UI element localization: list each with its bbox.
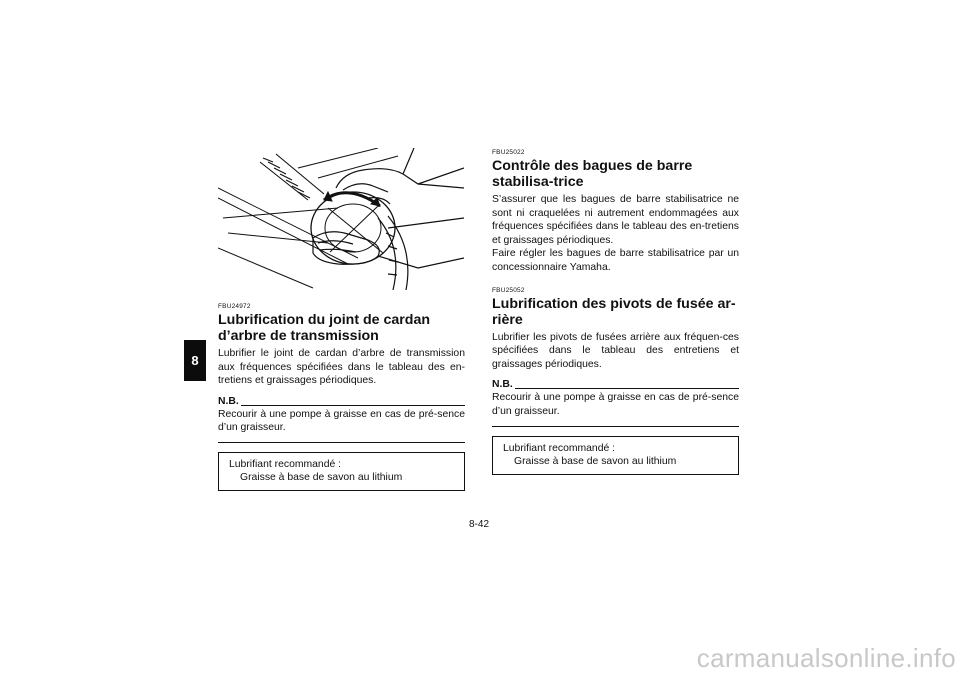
- section-code: FBU25022: [492, 149, 525, 156]
- lubricant-value: Graisse à base de savon au lithium: [514, 455, 677, 467]
- nb-label: N.B.: [218, 395, 239, 407]
- section-heading: Lubrification du joint de cardan d’arbre de transmission: [218, 312, 431, 344]
- section-code: FBU24972: [218, 303, 251, 310]
- section-body: Lubrifier le joint de cardan d’arbre de transmission aux fréquences spécifiées dans le tableau des en-tretiens et graissages périodiques.: [218, 348, 465, 387]
- nb-text: Recourir à une pompe à graisse en cas de pré-sence d’un graisseur.: [218, 408, 465, 434]
- lubricant-label: Lubrifiant recommandé :: [229, 458, 342, 470]
- nb-end-rule: [218, 442, 465, 443]
- nb-end-rule: [492, 426, 739, 427]
- watermark[interactable]: carmanualsonline.info: [696, 643, 956, 673]
- chapter-tab: 8: [184, 340, 206, 381]
- nb-rule: [241, 405, 465, 406]
- section-heading: Contrôle des bagues de barre stabilisa-trice: [492, 158, 693, 190]
- section-body: Lubrifier les pivots de fusées arrière aux fréquen-ces spécifiées dans le tableau des entretiens et graissages périodiques.: [492, 331, 739, 370]
- section-heading: Lubrification des pivots de fusée ar-rière: [492, 295, 736, 328]
- section-body: S’assurer que les bagues de barre stabilisatrice ne sont ni craquelées ni autrement endommagées aux fréquences spécifiées dans le tableau des en-tretiens et graissages périodiques.: [492, 194, 739, 246]
- upper-hand-drawing: [336, 148, 464, 204]
- lubricant-value: Graisse à base de savon au lithium: [240, 471, 403, 483]
- frame-tubes: [218, 188, 358, 288]
- nb-heading: [492, 379, 739, 391]
- lubricant-box: [492, 436, 739, 475]
- nb-text: Recourir à une pompe à graisse en cas de pré-sence d’un graisseur.: [492, 392, 739, 417]
- driveshaft-joint-illustration: [218, 148, 464, 290]
- page-number: 8-42: [468, 519, 489, 530]
- section-code: FBU25052: [492, 286, 525, 294]
- lubricant-label: Lubrifiant recommandé :: [503, 442, 616, 454]
- section-body: Faire régler les bagues de barre stabilisatrice par un concessionnaire Yamaha.: [492, 248, 739, 273]
- spring-drawing: [260, 154, 324, 200]
- right-column: [492, 149, 739, 475]
- nb-label: N.B.: [492, 379, 513, 391]
- nb-rule: [515, 388, 739, 389]
- nb-heading: [218, 396, 465, 408]
- lubricant-box: [218, 452, 465, 491]
- left-column: [218, 303, 465, 491]
